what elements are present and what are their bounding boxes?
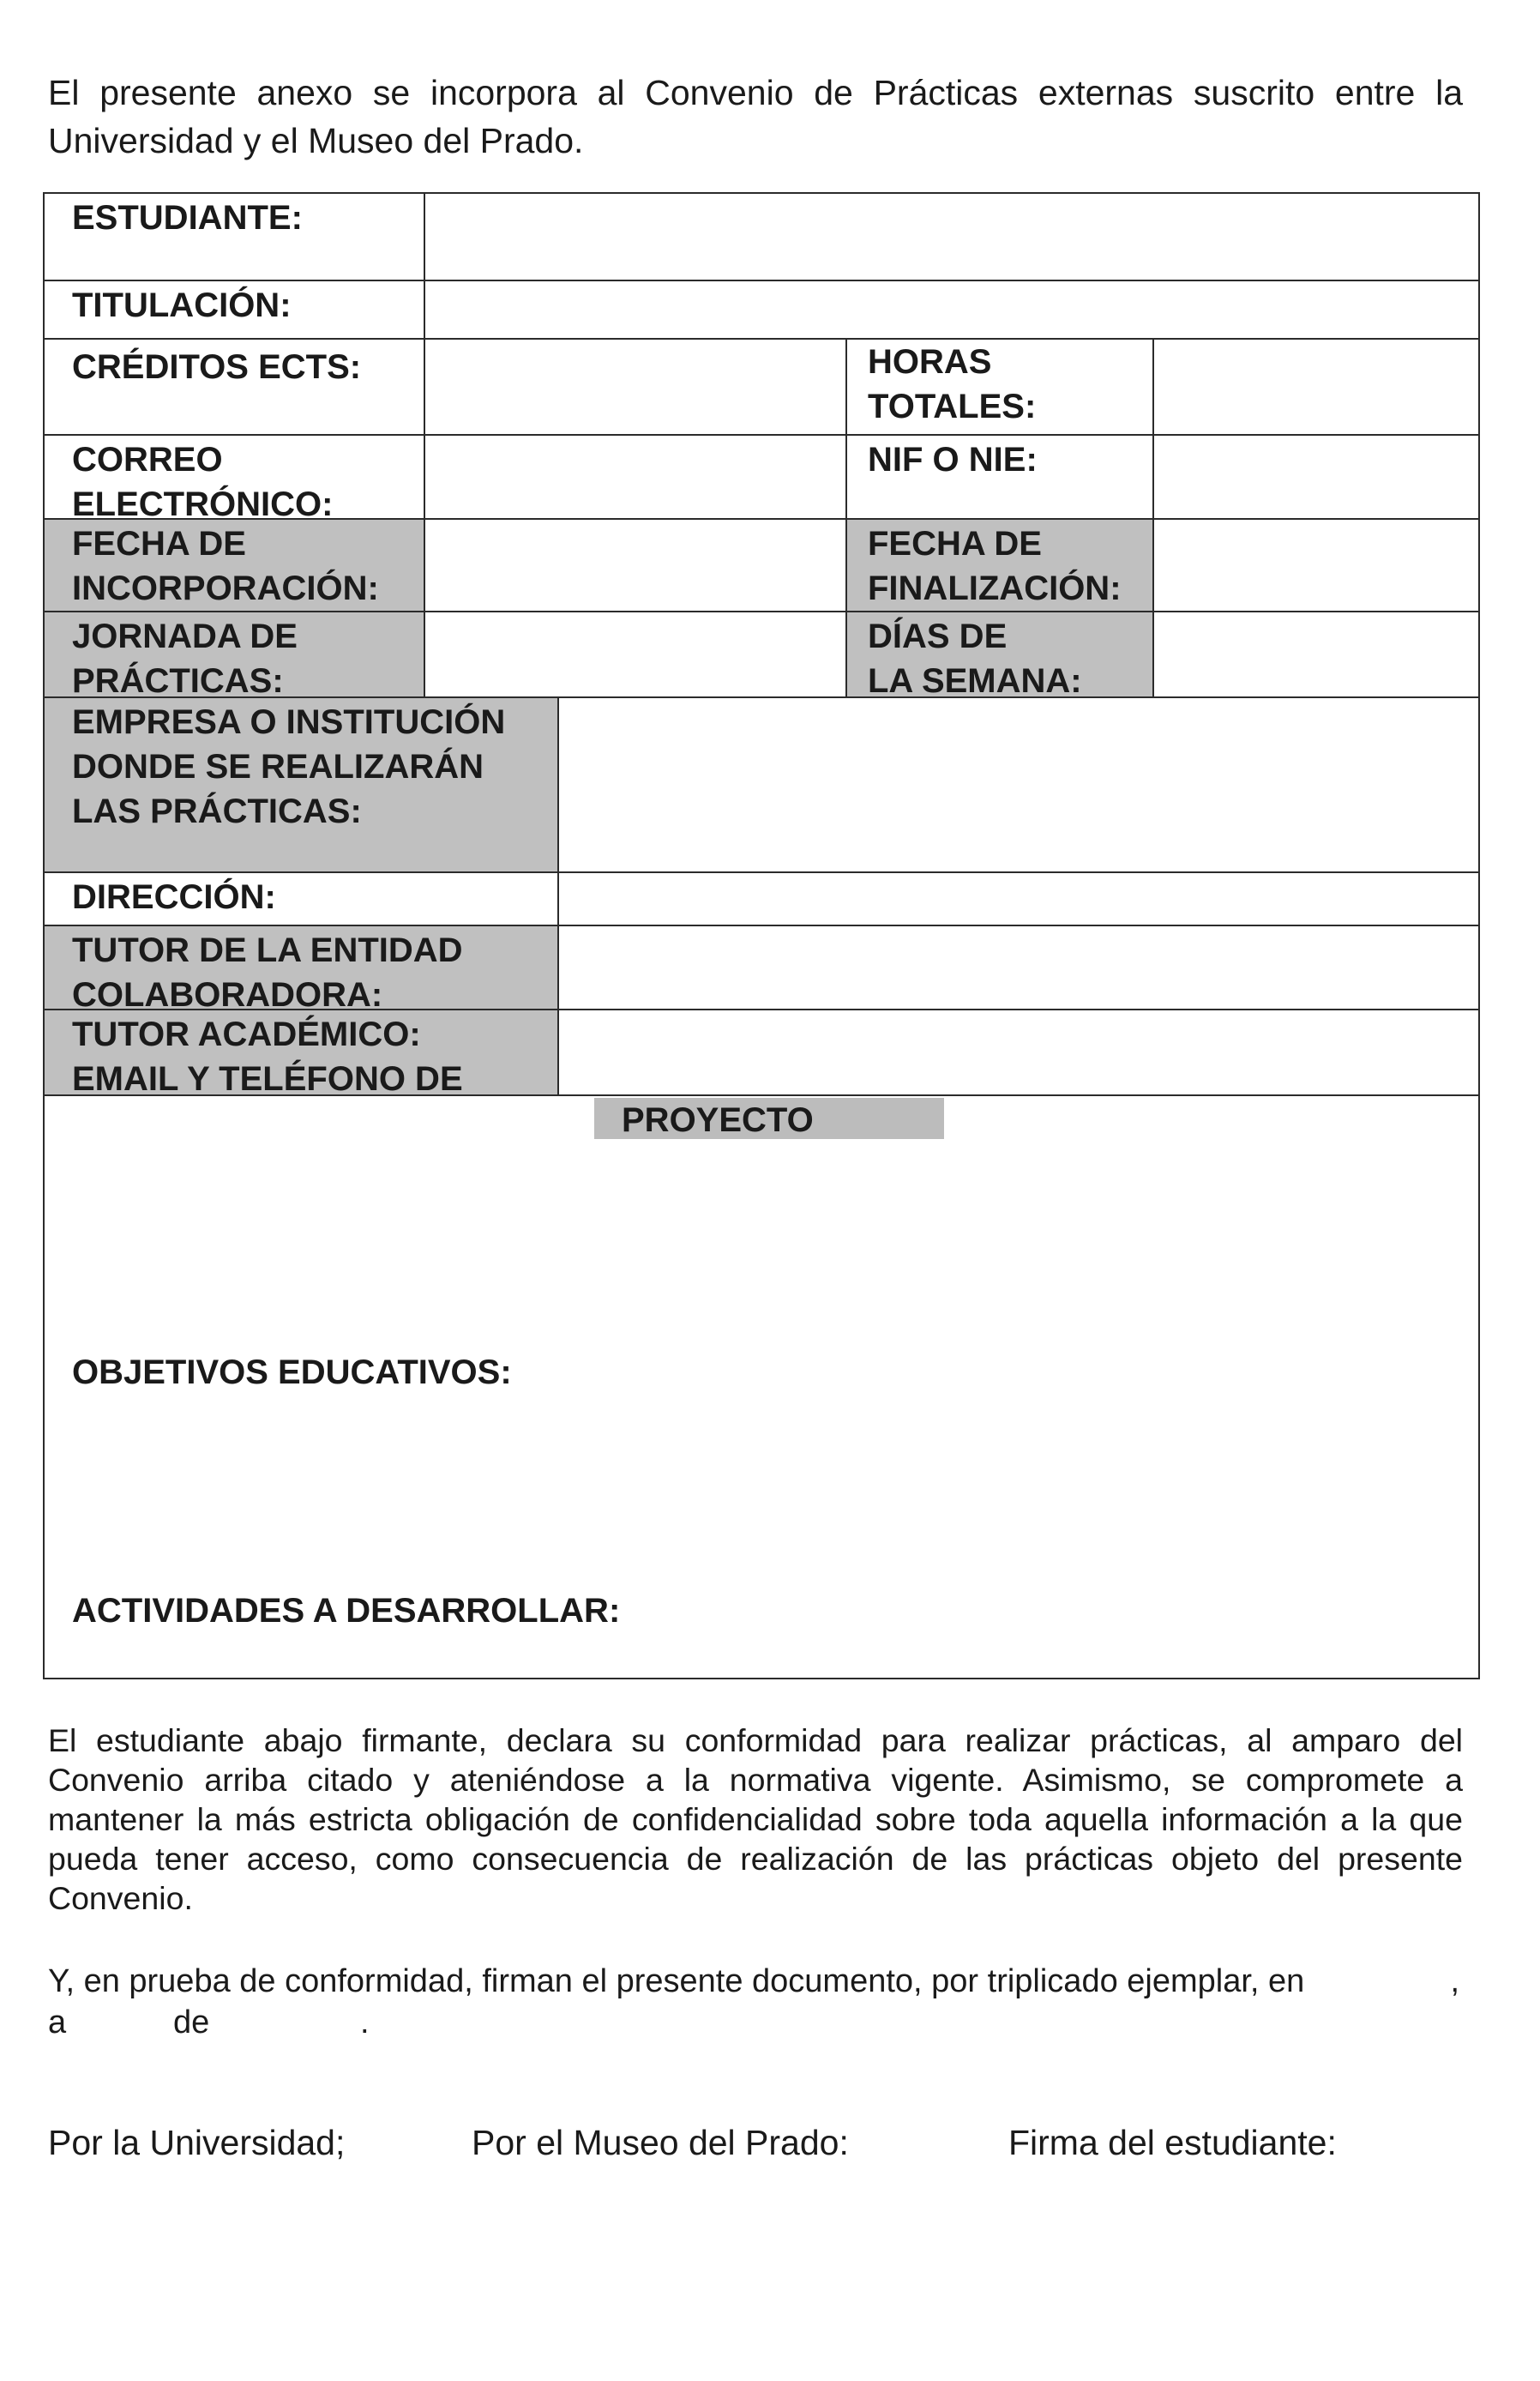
correo-label: CORREO ELECTRÓNICO: — [72, 441, 334, 518]
testimony-de: de — [173, 2004, 210, 2040]
fecha-incorporacion-field[interactable] — [424, 518, 847, 612]
correo-field[interactable] — [424, 434, 847, 520]
tutor-entidad-label-cell — [43, 925, 559, 1010]
dias-label: DÍAS DE LA SEMANA: — [868, 618, 1082, 696]
jornada-field[interactable] — [424, 611, 847, 698]
dias-field[interactable] — [1152, 611, 1480, 698]
tutor-academico-field[interactable] — [557, 1009, 1480, 1096]
direccion-field[interactable] — [557, 871, 1480, 926]
nif-field[interactable] — [1152, 434, 1480, 520]
fecha-incorporacion-label-cell — [43, 518, 425, 612]
horas-label-cell — [845, 338, 1154, 436]
creditos-label: CRÉDITOS ECTS: — [72, 348, 362, 386]
fecha-finalizacion-label: FECHA DE FINALIZACIÓN: — [868, 525, 1122, 607]
jornada-label-cell — [43, 611, 425, 698]
fecha-finalizacion-field[interactable] — [1152, 518, 1480, 612]
nif-label-cell — [845, 434, 1154, 520]
tutor-entidad-field[interactable] — [557, 925, 1480, 1010]
correo-label-cell — [43, 434, 425, 520]
testimony-a: a — [48, 2004, 67, 2040]
tutor-entidad-label: TUTOR DE LA ENTIDAD COLABORADORA: — [72, 931, 463, 1009]
jornada-label: JORNADA DE PRÁCTICAS: — [72, 618, 298, 696]
estudiante-label-cell — [43, 192, 425, 281]
declaration-paragraph: El estudiante abajo firmante, declara su conformidad para realizar prácticas, al amparo del Convenio arriba citado y ateniéndose a la normativa vigente. Asimismo, se compromete a mantener la más estricta obligación de confidencialidad sobre toda aquella información a la que pueda tener acceso, como consecuencia de realización de las prácticas objeto del presente Convenio. — [48, 1722, 1463, 1916]
proyecto-heading: PROYECTO — [594, 1098, 944, 1139]
horas-field[interactable] — [1152, 338, 1480, 436]
empresa-label-cell — [43, 696, 559, 873]
titulacion-field[interactable] — [424, 280, 1480, 340]
direccion-label-cell — [43, 871, 559, 926]
testimony-block — [48, 1961, 1463, 2043]
testimony-line: Y, en prueba de conformidad, firman el presente documento, por triplicado ejemplar, en — [48, 1963, 1305, 1999]
horas-label: HORAS TOTALES: — [868, 343, 1037, 425]
testimony-period: . — [360, 2004, 370, 2040]
titulacion-label-cell — [43, 280, 425, 340]
intro-paragraph: El presente anexo se incorpora al Convenio de Prácticas externas suscrito entre la Universidad y el Museo del Prado. — [48, 73, 1463, 160]
creditos-label-cell — [43, 338, 425, 436]
nif-label: NIF O NIE: — [868, 441, 1038, 479]
empresa-field[interactable] — [557, 696, 1480, 873]
objetivos-label: OBJETIVOS EDUCATIVOS: — [72, 1353, 512, 1391]
creditos-field[interactable] — [424, 338, 847, 436]
estudiante-label: ESTUDIANTE: — [72, 199, 303, 237]
testimony-comma: , — [1450, 1963, 1459, 1999]
fecha-incorporacion-label: FECHA DE INCORPORACIÓN: — [72, 525, 379, 607]
estudiante-field[interactable] — [424, 192, 1480, 281]
signature-universidad: Por la Universidad; — [48, 2123, 346, 2162]
signature-museo: Por el Museo del Prado: — [472, 2123, 849, 2162]
titulacion-label: TITULACIÓN: — [72, 286, 292, 324]
student-form-table — [43, 192, 1480, 1679]
actividades-label: ACTIVIDADES A DESARROLLAR: — [72, 1592, 621, 1630]
fecha-finalizacion-label-cell — [845, 518, 1154, 612]
signature-estudiante: Firma del estudiante: — [1008, 2123, 1337, 2162]
dias-label-cell — [845, 611, 1154, 698]
tutor-academico-label-cell — [43, 1009, 559, 1096]
tutor-academico-label: TUTOR ACADÉMICO: EMAIL Y TELÉFONO DE — [72, 1016, 463, 1094]
direccion-label: DIRECCIÓN: — [72, 878, 276, 916]
empresa-label: EMPRESA O INSTITUCIÓN DONDE SE REALIZARÁN LAS PRÁCTICAS: — [72, 703, 506, 830]
